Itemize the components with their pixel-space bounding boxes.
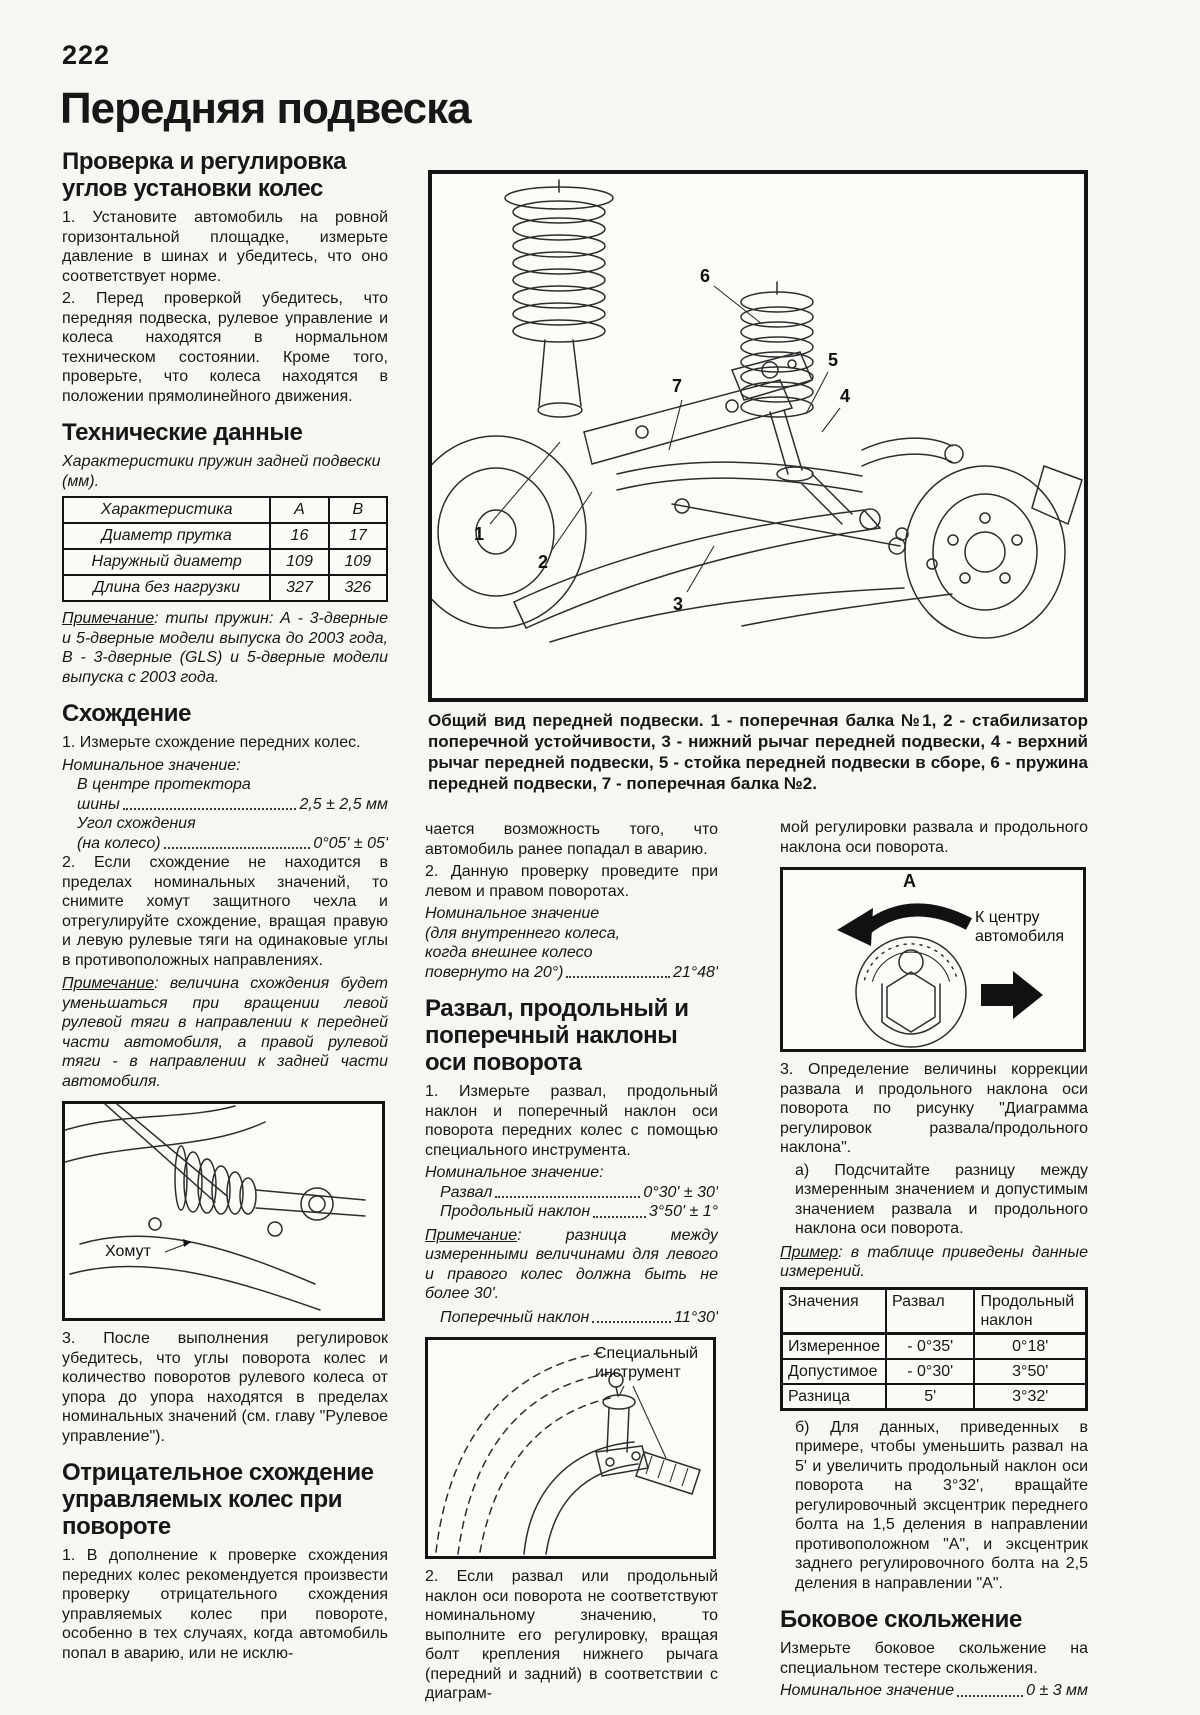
figure-eccentric-bolt — [780, 867, 1086, 1052]
spec-label: повернуто на 20°) — [425, 963, 564, 981]
spec-value: 0 ± 3 мм — [1026, 1682, 1088, 1699]
callout-3: 3 — [673, 594, 684, 614]
dotted-leader — [164, 847, 311, 849]
table-cell: Наружный диаметр — [63, 549, 270, 575]
table-header-cell: Развал — [886, 1288, 974, 1333]
table-cell: 0°18' — [974, 1333, 1086, 1359]
heading-camber-caster: Развал, продольный и поперечный наклоны оси поворота — [425, 995, 689, 1076]
table-row — [782, 1333, 1087, 1359]
callout-6: 6 — [700, 266, 711, 286]
figure-caption: Общий вид передней подвески. 1 - поперечная балка №1, 2 - стабилизатор поперечной устойчивости, 3 - нижний рычаг передней подвески, 4 - верхний рычаг передней подвески, 5 - стойка передней подвески в сборе, 6 - пружина передней подвески, 7 - поперечная балка №2. — [428, 711, 1088, 793]
eccentric-direction-label: К центру автомобиля — [975, 909, 1065, 945]
callout-7: 7 — [672, 376, 683, 396]
note-label: Пример — [780, 1243, 839, 1261]
spec-label: Поперечный наклон — [440, 1308, 590, 1326]
note-text: : величина схождения будет уменьшаться при вращении левой рулевой тяги в направлении к передней части автомобиля, а правой рулевой тяги - в направлении к задней части автомобиля. — [62, 975, 388, 1090]
spec-line-camber — [425, 1183, 718, 1203]
callout-1: 1 — [474, 524, 485, 544]
table-header-row — [63, 497, 387, 523]
table-row — [63, 575, 387, 601]
nominal-value-label: Номинальное значение: — [62, 756, 241, 774]
tie-rod-clamp-drawing — [65, 1104, 382, 1318]
table-cell: 326 — [329, 575, 387, 601]
dotted-leader — [957, 1695, 1023, 1697]
table-cell: 109 — [270, 549, 328, 575]
paragraph-continued: чается возможность того, что автомобиль ранее попадал в аварию. — [425, 821, 718, 858]
heading-toe-in: Схождение — [62, 700, 192, 727]
table-row — [63, 523, 387, 549]
right-column — [780, 818, 1088, 1713]
paragraph-sub-b: б) Для данных, приведенных в примере, чтобы уменьшить развал на 5' и увеличить продольный наклон оси поворота на 3°32', вращайте регулировочный эксцентрик переднего болта на 1,5 деления в направлении противоположном "А", и эксцентрик заднего регулировочного болта на 2,5 деления в направлении "А". — [795, 1418, 1088, 1592]
paragraph: 1. Измерьте развал, продольный наклон и поперечный наклон оси поворота передних колес с помощью специального инструмента. — [425, 1083, 718, 1159]
dotted-leader — [566, 976, 669, 978]
note-difference — [425, 1226, 718, 1304]
figure-front-suspension — [428, 170, 1088, 702]
heading-side-slip: Боковое скольжение — [780, 1606, 1022, 1633]
spec-line-side-slip — [780, 1681, 1088, 1701]
spec-value: 2,5 ± 2,5 мм — [299, 795, 388, 813]
left-column — [62, 148, 388, 1712]
table-header-cell: А — [270, 497, 328, 523]
note-text: : типы пружин: А - 3-дверные и 5-дверные модели выпуска до 2003 года, В - 3-дверные (GLS) и 5-дверные модели выпуска с 2003 года. — [62, 610, 388, 686]
spec-label: Развал — [440, 1183, 493, 1201]
page-number: 222 — [62, 40, 111, 70]
spec-label: Угол схождения — [77, 815, 196, 832]
spring-spec-table — [62, 496, 388, 602]
page-title: Передняя подвеска — [60, 84, 471, 133]
paragraph: 2. Данную проверку проведите при левом и правом поворотах. — [425, 863, 718, 900]
dotted-leader — [592, 1321, 671, 1323]
note-example — [780, 1243, 1088, 1282]
paragraph: 3. После выполнения регулировок убедитесь, что углы поворота колес и количество поворотов рулевого колеса от упора до упора находятся в пределах номинальных значений (см. главу "Рулевое управление"). — [62, 1330, 388, 1445]
callout-4: 4 — [840, 386, 851, 406]
table-cell: 3°32' — [974, 1384, 1086, 1410]
paragraph: 2. Если схождение не находится в пределах номинальных значений, то снимите хомут защитного чехла и отрегулируйте схождение, вращая правую и левую рулевые тяги на одинаковые углы в противоположных направлениях. — [62, 854, 388, 969]
spec-label: Продольный наклон — [440, 1203, 591, 1220]
table-cell: Измеренное — [782, 1333, 887, 1359]
nominal-value-label: Номинальное значение — [425, 905, 600, 922]
table-cell: Длина без нагрузки — [63, 575, 270, 601]
table-cell: 17 — [329, 523, 387, 549]
note-label: Примечание — [62, 975, 155, 992]
front-suspension-drawing — [432, 174, 1084, 698]
heading-tech-data: Технические данные — [62, 419, 303, 446]
callout-5: 5 — [828, 350, 839, 370]
clamp-label: Хомут — [105, 1243, 151, 1260]
table-cell: Разница — [782, 1384, 887, 1410]
spec-line-tread — [62, 795, 388, 815]
table-cell: - 0°35' — [886, 1333, 974, 1359]
spec-value: 11°30' — [674, 1308, 718, 1326]
note-spring-types — [62, 609, 388, 687]
heading-wheel-alignment: Проверка и регулировка углов установки колес — [62, 148, 347, 202]
spec-line-toe-angle — [62, 834, 388, 854]
table-intro: Характеристики пружин задней подвески (мм). — [62, 453, 381, 490]
figure-tie-rod-clamp — [62, 1101, 385, 1321]
table-header-cell: Продольный наклон — [974, 1288, 1086, 1333]
spec-line-caster — [425, 1202, 718, 1222]
table-cell: Допустимое — [782, 1359, 887, 1384]
paragraph: 1. Измерьте схождение передних колес. — [62, 734, 361, 751]
dotted-leader — [123, 808, 297, 810]
tool-label: Специальный инструмент — [595, 1345, 699, 1381]
table-cell: - 0°30' — [886, 1359, 974, 1384]
table-cell: 5' — [886, 1384, 974, 1410]
nominal-value-label: Номинальное значение: — [425, 1164, 604, 1181]
eccentric-direction-letter: А — [903, 871, 916, 891]
note-label: Примечание — [425, 1226, 518, 1244]
paragraph: 1. Установите автомобиль на ровной горизонтальной площадке, измерьте давление в шинах и убедитесь, что оно соответствует норме. — [62, 209, 388, 285]
table-cell: 327 — [270, 575, 328, 601]
nominal-line: (для внутреннего колеса, — [425, 924, 621, 942]
table-row — [63, 549, 387, 575]
note-text: : в таблице приведены данные измерений. — [780, 1243, 1088, 1280]
figure-special-tool — [425, 1337, 716, 1559]
note-text: : разница между измеренными величинами для левого и правого колес должна быть не более 30'. — [425, 1226, 718, 1302]
spec-label: Номинальное значение — [780, 1682, 955, 1699]
table-header-cell: В — [329, 497, 387, 523]
paragraph-continued: мой регулировки развала и продольного наклона оси поворота. — [780, 819, 1088, 856]
spec-label: (на колесо) — [77, 834, 161, 852]
paragraph: 3. Определение величины коррекции развала и продольного наклона оси поворота по рисунку "Диаграмма регулировок развала/продольного наклона". — [780, 1061, 1088, 1156]
note-label: Примечание — [62, 610, 155, 627]
measurement-table — [780, 1287, 1088, 1411]
spec-value: 0°30' ± 30' — [643, 1183, 718, 1201]
note-toe — [62, 974, 388, 1091]
heading-negative-toe: Отрицательное схождение управляемых колес при повороте — [62, 1459, 374, 1540]
table-row — [782, 1359, 1087, 1384]
nominal-line: когда внешнее колесо — [425, 944, 593, 961]
paragraph: 2. Если развал или продольный наклон оси поворота не соответствуют номинальному значению, то выполните его регулировку, вращая болт крепления нижнего рычага (передний и задний) в соответствии с диаграм- — [425, 1568, 718, 1702]
spec-value: 0°05' ± 05' — [313, 834, 388, 852]
spec-label: шины — [77, 795, 120, 813]
table-header-cell: Значения — [782, 1288, 887, 1333]
middle-column — [425, 820, 718, 1712]
callout-2: 2 — [538, 552, 549, 572]
spec-value: 3°50' ± 1° — [648, 1203, 718, 1220]
eccentric-bolt-drawing — [783, 870, 1083, 1049]
table-row — [782, 1384, 1087, 1410]
dotted-leader — [495, 1196, 640, 1198]
dotted-leader — [593, 1216, 646, 1218]
table-cell: Диаметр прутка — [63, 523, 270, 549]
paragraph: 1. В дополнение к проверке схождения передних колес рекомендуется произвести проверку отрицательного схождения управляемых колес при повороте, особенно в тех случаях, когда автомобиль попал в аварию, или не исклю- — [62, 1547, 388, 1662]
spec-label: В центре протектора — [77, 776, 251, 793]
spec-line-kingpin — [425, 1308, 718, 1328]
table-header-cell: Характеристика — [63, 497, 270, 523]
spec-line-turn — [425, 963, 718, 983]
table-cell: 109 — [329, 549, 387, 575]
paragraph-sub-a: а) Подсчитайте разницу между измеренным значением и допустимым значением развала и продольного наклона оси поворота. — [795, 1161, 1088, 1237]
paragraph: 2. Перед проверкой убедитесь, что передняя подвеска, рулевое управление и колеса находятся в нормальном техническом состоянии. Кроме того, проверьте, что колеса находятся в положении прямолинейного движения. — [62, 290, 388, 405]
table-cell: 3°50' — [974, 1359, 1086, 1384]
table-cell: 16 — [270, 523, 328, 549]
paragraph: Измерьте боковое скольжение на специальном тестере скольжения. — [780, 1640, 1088, 1677]
spec-value: 21°48' — [672, 963, 718, 981]
table-header-row — [782, 1288, 1087, 1333]
